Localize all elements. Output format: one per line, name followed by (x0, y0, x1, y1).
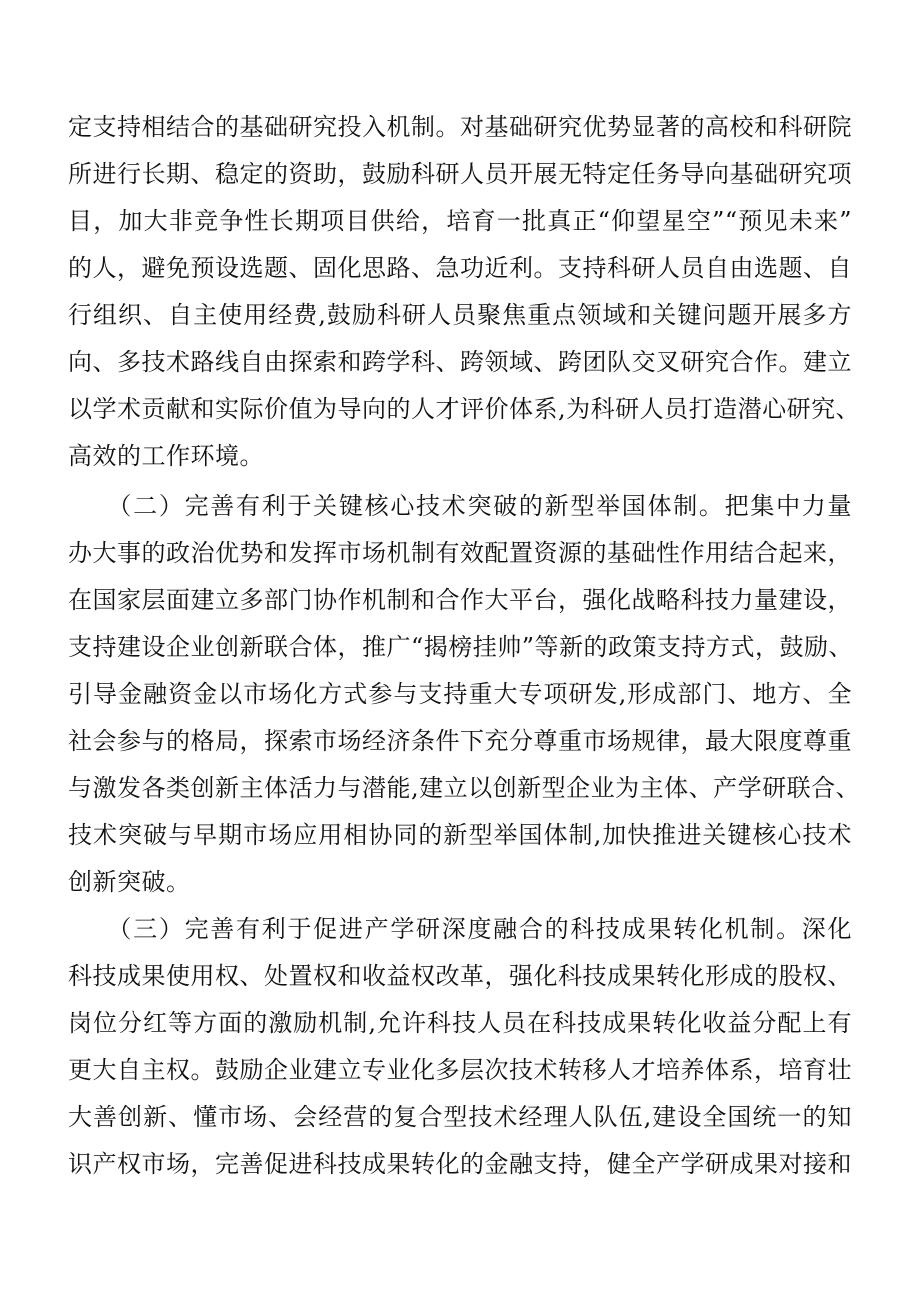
text-line: 支持建设企业创新联合体，推广“揭榜挂帅”等新的政策支持方式，鼓励、 (68, 633, 854, 661)
text-line: 创新突破。 (68, 868, 191, 896)
text-line: 高效的工作环境。 (68, 442, 264, 470)
text-line: 目，加大非竞争性长期项目供给，培育一批真正“仰望星空”“预见未来” (68, 207, 852, 235)
text-line: （二）完善有利于关键核心技术突破的新型举国体制。把集中力量 (68, 492, 852, 520)
text-line: 与激发各类创新主体活力与潜能,建立以创新型企业为主体、产学研联合、 (68, 774, 861, 802)
text-line: 在国家层面建立多部门协作机制和合作大平台，强化战略科技力量建设， (68, 586, 852, 614)
text-line: 引导金融资金以市场化方式参与支持重大专项研发,形成部门、地方、全 (68, 680, 852, 708)
text-line: 向、多技术路线自由探索和跨学科、跨领域、跨团队交叉研究合作。建立 (68, 348, 852, 376)
text-line: 社会参与的格局，探索市场经济条件下充分尊重市场规律，最大限度尊重 (68, 727, 852, 755)
text-line: 所进行长期、稳定的资助，鼓励科研人员开展无特定任务导向基础研究项 (68, 160, 852, 188)
text-line: 大善创新、懂市场、会经营的复合型技术经理人队伍,建设全国统一的知 (68, 1103, 852, 1131)
paragraph-tech-transfer (68, 906, 852, 1188)
text-line: 技术突破与早期市场应用相协同的新型举国体制,加快推进关键核心技术 (68, 821, 852, 849)
text-line: 的人，避免预设选题、固化思路、急功近利。支持科研人员自由选题、自 (68, 254, 852, 282)
text-line: 科技成果使用权、处置权和收益权改革，强化科技成果转化形成的股权、 (68, 962, 852, 990)
text-line: 更大自主权。鼓励企业建立专业化多层次技术转移人才培养体系，培育壮 (68, 1056, 852, 1084)
text-line: 识产权市场，完善促进科技成果转化的金融支持，健全产学研成果对接和 (68, 1150, 852, 1178)
text-line: 定支持相结合的基础研究投入机制。对基础研究优势显著的高校和科研院 (68, 113, 852, 141)
text-line: 以学术贡献和实际价值为导向的人才评价体系,为科研人员打造潜心研究、 (68, 395, 861, 423)
text-line: （三）完善有利于促进产学研深度融合的科技成果转化机制。深化 (68, 915, 852, 943)
paragraph-basic-research (68, 104, 861, 480)
text-line: 行组织、自主使用经费,鼓励科研人员聚焦重点领域和关键问题开展多方 (68, 301, 852, 329)
paragraph-national-system (68, 483, 861, 906)
text-line: 办大事的政治优势和发挥市场机制有效配置资源的基础性作用结合起来， (68, 539, 852, 567)
text-line: 岗位分红等方面的激励机制,允许科技人员在科技成果转化收益分配上有 (68, 1009, 852, 1037)
